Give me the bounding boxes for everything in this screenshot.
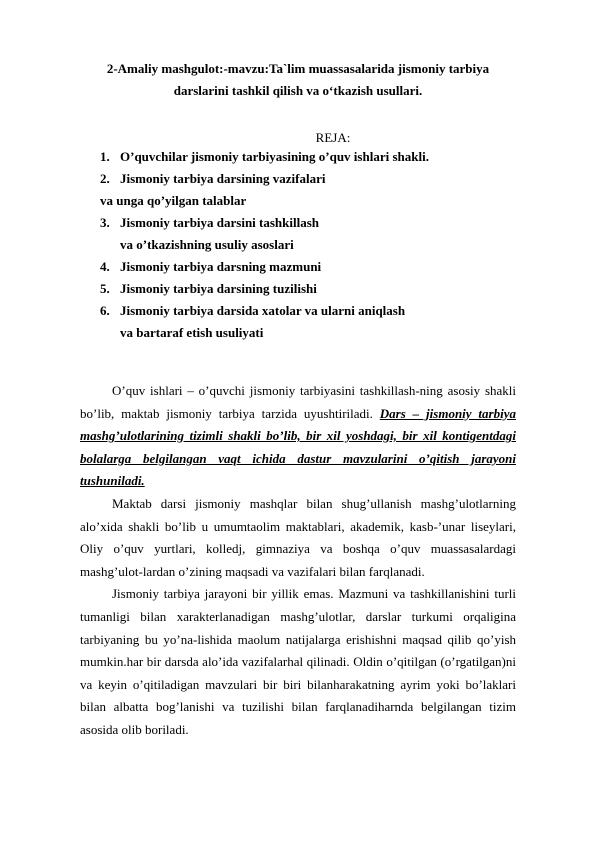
plan-item-text: va unga qo’yilgan talablar xyxy=(100,193,247,208)
paragraph-2: Maktab darsi jismoniy mashqlar bilan shug’ullanish mashg’ulotlarning alo’xida shakli bo’lib u umumtaolim maktablari, akademik, kasb-’unar liseylari, Oliy o’quv yurtlari, kolledj, gimnaziya va boshqa o’quv muassasalardagi mashg’ulot-lardan o’zining maqsadi va vazifalari bilan farqlanadi. xyxy=(80,495,516,579)
plan-item-text: va o’tkazishning usuliy asoslari xyxy=(120,237,294,252)
plan-heading: REJA: xyxy=(315,130,351,145)
plan-item-number: 5. xyxy=(100,281,110,296)
paragraph-3: Jismoniy tarbiya jarayoni bir yillik emas. Mazmuni va tashkillanishini turli tumanligi bilan xarakterlanadigan mashg’ulotlar, darslar turkumi orqaligina tarbiyaning bu yo’na-lishida maolum natijalarga erishishni maqsad qilib qo’yish mumkin.har bir darsda alo’ida vazifalarhal qilinadi. Oldin o’qitilgan (o’rgatilgan)ni va keyin o’qitiladigan mavzulari bir biri bilanharakatning ayrim yoki bo’laklari bilan albatta bog’lanishi va tuzilishi bilan farqlanadiharnda belgilangan tizim asosida olib boriladi. xyxy=(80,586,516,737)
lesson-definition: Dars – jismoniy tarbiya mashg’ulotlarining tizimli shakli bo’lib, bir xil yoshdagi, bir xil kontigentdagi bolalarga belgilangan vaqt ichida dastur mavzularini o’qitish jarayoni tushuniladi. xyxy=(80,405,516,489)
plan-item-number: 4. xyxy=(100,259,110,274)
plan-item-text: va bartaraf etish usuliyati xyxy=(120,325,264,340)
plan-item-text: O’quvchilar jismoniy tarbiyasining o’quv ishlari shakli. xyxy=(120,149,429,164)
document-title xyxy=(80,58,516,102)
plan-item-text: Jismoniy tarbiya darsining tuzilishi xyxy=(120,281,317,296)
paragraph-1 xyxy=(80,380,516,493)
paragraph-1-text: O’quv ishlari – o’quvchi jismoniy tarbiyasini tashkillash-ning asosiy shakli bo’lib, maktab jismoniy tarbiya tarzida uyushtiriladi. xyxy=(80,383,516,421)
plan-item-text: Jismoniy tarbiya darsining vazifalari xyxy=(120,171,326,186)
plan-item-text: Jismoniy tarbiya darsini tashkillash xyxy=(120,215,320,230)
plan-item-text: Jismoniy tarbiya darsida xatolar va ularni aniqlash xyxy=(120,303,406,318)
plan-item-number: 6. xyxy=(100,303,110,318)
title-line-1: 2-Amaliy mashgulot:-mavzu:Ta`lim muassasalarida jismoniy tarbiya xyxy=(106,61,490,76)
plan-item-text: Jismoniy tarbiya darsning mazmuni xyxy=(120,259,322,274)
body-text xyxy=(80,380,516,742)
title-line-2: darslarini tashkil qilish va o‘tkazish usullari. xyxy=(173,83,423,98)
plan-item-number: 2. xyxy=(100,171,110,186)
plan-item-number: 1. xyxy=(100,149,110,164)
plan-item-number: 3. xyxy=(100,215,110,230)
